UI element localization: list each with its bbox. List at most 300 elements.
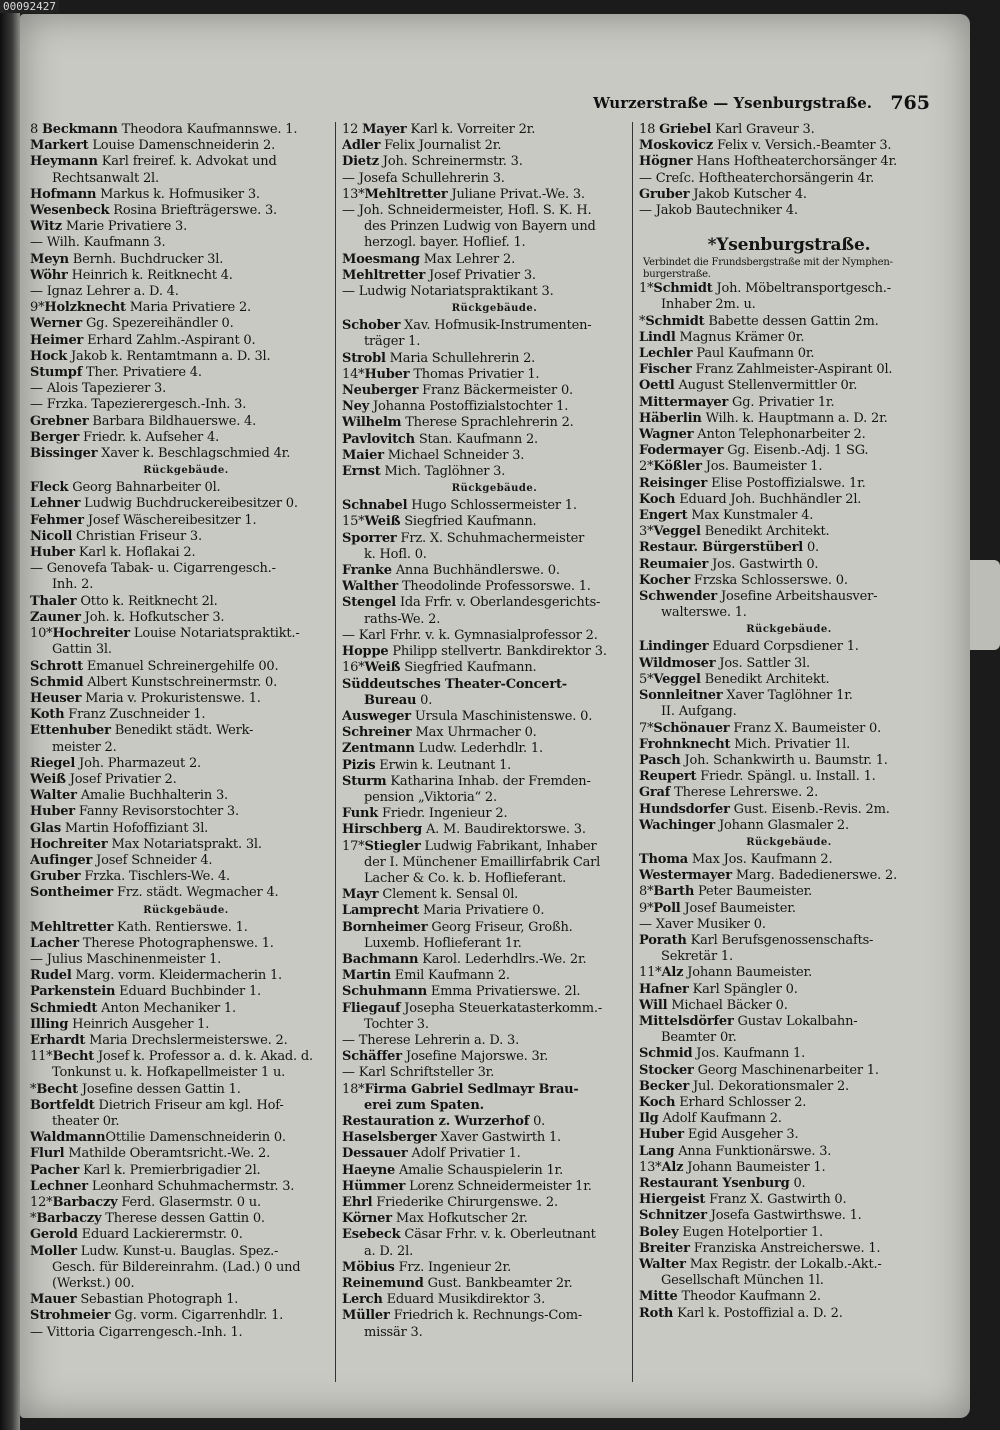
entry-details: — Wilh. Kaufmann 3. [30,235,166,251]
entry-surname: Werner [30,316,83,332]
directory-entry [30,920,342,936]
entry-surname: Fodermayer [639,443,724,459]
directory-entry [342,1325,647,1341]
entry-details: Elise Postoffizialswe. 1r. [707,475,866,491]
entry-surname: Schmidt [645,313,705,329]
entry-details: raths-We. 2. [364,611,441,627]
entry-surname: Funk [342,806,379,822]
entry-details: Gg. Spezereihändler 0. [82,316,234,332]
directory-entry [639,1241,939,1257]
entry-details: Max Uhrmacher 0. [411,725,537,741]
entry-surname: Pizis [342,757,376,773]
street-description [639,257,939,281]
entry-details: Franz X. Baumeister 0. [729,720,882,736]
directory-entry [30,496,342,512]
directory-entry [639,884,939,900]
entry-surname: Bissinger [30,446,98,462]
entry-details: Marg. vorm. Kleidermacherin 1. [71,968,282,984]
directory-entry [342,203,647,219]
house-number: 7* [639,720,654,736]
entry-details: Friederike Chirurgenswe. 2. [372,1195,558,1210]
entry-details: Therese Lehrerswe. 2. [670,785,819,801]
directory-entry [30,430,342,446]
directory-entry [342,138,647,154]
directory-entry [639,704,939,720]
entry-details: Gustav Lokalbahn- [733,1013,858,1029]
entry-surname: Neuberger [342,383,419,399]
directory-entry [342,612,647,628]
directory-entry [30,659,342,675]
directory-entry [30,804,342,820]
entry-surname: Huber [364,366,410,382]
directory-entry [342,1276,647,1292]
entry-details: Josepha Steuerkatasterkomm.- [400,1000,603,1016]
entry-details: Franz Zahlmeister-Aspirant 0l. [691,362,893,378]
directory-entry [639,427,939,443]
entry-details: Joh. Schankwirth u. Baumstr. 1. [680,752,888,768]
directory-entry [342,725,647,741]
entry-surname: Alz [661,965,684,981]
entry-surname: Schäffer [342,1049,402,1065]
entry-details: Rechtsanwalt 2l. [52,170,159,186]
directory-entry [639,203,939,219]
entry-surname: Haeyne [342,1162,396,1178]
directory-entry [639,1257,939,1273]
entry-surname: Mehltretter [30,919,114,935]
entry-surname: Mittelsdörfer [639,1013,734,1029]
entry-details: Mich. Privatier 1l. [730,736,851,752]
directory-entry [342,399,647,415]
directory-entry [342,122,647,138]
directory-entry [639,540,939,556]
directory-entry [30,480,342,496]
directory-entry [342,628,647,644]
directory-entry [639,769,939,785]
entry-details: Inhaber 2m. u. [661,297,756,313]
directory-entry [342,268,647,284]
entry-surname: Bachmann [342,951,419,967]
column-2 [335,122,647,1382]
entry-details: Anna Buchhändlerswe. 0. [391,563,560,579]
directory-entry [30,1098,342,1114]
entry-surname: Hiergeist [639,1192,706,1208]
entry-details: Thomas Privatier 1. [409,366,540,382]
section-heading: Rückgebäude. [143,904,229,916]
directory-entry [30,1130,342,1146]
entry-details: Lacher & Co. k. b. Hoflieferant. [364,870,567,886]
directory-entry [342,855,647,871]
directory-entry [342,383,647,399]
house-number: 16* [342,660,365,676]
directory-entry [30,1146,342,1162]
directory-entry [342,1308,647,1324]
entry-surname: Alz [661,1159,684,1175]
entry-surname: Veggel [653,524,701,540]
entry-surname: Fehmer [30,512,84,528]
entry-surname: Schmid [639,1046,693,1062]
house-number: 14* [342,366,365,382]
entry-surname: Strobl [342,350,386,366]
entry-details: Martin Hofoffiziant 3l. [60,820,209,836]
house-number: 1* [639,281,654,297]
entry-details: Mathilde Oberamtsricht.-We. 2. [64,1146,271,1162]
directory-entry [639,1306,939,1322]
directory-entry [639,949,939,965]
directory-entry [342,1179,647,1195]
column-1 [30,122,342,1341]
directory-entry [342,318,647,334]
entry-details: Mich. Taglöhner 3. [380,464,506,480]
entry-details: Eduard Joh. Buchhändler 2l. [675,491,862,507]
entry-surname: Berger [30,429,80,445]
directory-entry [639,721,939,737]
entry-surname: Walther [342,579,399,595]
entry-surname: Engert [639,508,688,524]
entry-details: Gg. vorm. Cigarrenhdlr. 1. [110,1308,284,1324]
directory-entry [30,1114,342,1130]
entry-details: Gust. Bankbeamter 2r. [423,1276,573,1292]
directory-entry [30,1325,342,1341]
directory-entry [639,1176,939,1192]
entry-details: Jos. Sattler 3l. [715,655,810,671]
directory-entry [30,1033,342,1049]
entry-details: Beamter 0r. [661,1030,737,1046]
entry-details: Eduard Buchbinder 1. [115,984,261,1000]
entry-surname: Häberlin [639,410,702,426]
directory-entry [30,171,342,187]
house-number: 9* [30,300,45,316]
entry-details: Josef Privatier 2. [65,771,177,787]
entry-surname: Reinemund [342,1276,424,1292]
entry-details: — Josefa Schullehrerin 3. [342,170,505,186]
directory-entry [30,642,342,658]
directory-entry [639,933,939,949]
entry-details: (Werkst.) 00. [52,1276,135,1292]
directory-entry [30,300,342,316]
entry-details: Ludw. Kunst-u. Bauglas. Spez.- [76,1243,279,1259]
entry-surname: Markert [30,138,89,154]
directory-entry [342,1065,647,1081]
entry-details: Siegfried Kaufmann. [400,514,537,530]
entry-details: Frz. X. Schuhmachermeister [396,530,585,546]
directory-entry [342,1163,647,1179]
entry-details: Jos. Kaufmann 1. [692,1046,806,1062]
directory-entry [30,675,342,691]
entry-details: Josef Schneider 4. [92,852,213,868]
entry-surname: Gruber [639,186,690,202]
directory-entry [342,235,647,251]
entry-details: Karl k. Hoflakai 2. [74,545,196,561]
entry-surname: Restaur. Bürgerstüberl [639,540,804,556]
entry-details: Gattin 3l. [52,642,112,658]
entry-surname: Moller [30,1243,77,1259]
street-description-line: Verbindet die Frundsbergstraße mit der Nymphen- [643,257,893,269]
entry-details: Anton Mechaniker 1. [97,1000,236,1016]
entry-surname: Hofmann [30,186,97,202]
entry-details: — Karl Frhr. v. k. Gymnasialprofessor 2. [342,627,598,643]
directory-entry [639,154,939,170]
directory-entry [30,513,342,529]
entry-details: Stan. Kaufmann 2. [414,431,538,447]
entry-details: Sekretär 1. [661,949,733,965]
entry-details: Karol. Lederhdlrs.-We. 2r. [418,951,587,967]
entry-details: Dietrich Friseur am kgl. Hof- [94,1097,284,1113]
entry-details: Babette dessen Gattin 2m. [704,313,879,329]
entry-details: Barbara Bildhauerswe. 4. [88,413,257,429]
entry-surname: Schnabel [342,498,408,514]
directory-entry [30,138,342,154]
house-number: 10* [30,626,53,642]
directory-entry [342,644,647,660]
entry-surname: Illing [30,1016,69,1032]
entry-details: Karl k. Vorreiter 2r. [406,122,536,137]
entry-details: theater 0r. [52,1113,120,1129]
directory-entry [30,869,342,885]
entry-surname: Bureau [364,692,417,708]
entry-details: Adolf Kaufmann 2. [658,1111,782,1127]
entry-details: Xaver Gastwirth 1. [436,1130,561,1146]
entry-surname: Witz [30,219,62,235]
entry-surname: Schwender [639,589,718,605]
entry-details: Theodor Kaufmann 2. [677,1289,821,1305]
entry-details: des Prinzen Ludwig von Bayern und [364,219,596,235]
entry-surname: Lacher [30,935,79,951]
entry-surname: Glas [30,820,61,836]
house-number: 13* [639,1159,662,1175]
house-number: 18 [639,122,660,137]
entry-details: Anton Telephonarbeiter 2. [693,427,866,443]
directory-entry [639,868,939,884]
entry-surname: Heymann [30,154,98,170]
entry-details: Christian Friseur 3. [72,528,202,544]
entry-details: Josef Wäschereibesitzer 1. [83,512,257,528]
directory-entry [342,790,647,806]
entry-details: Max Jos. Kaufmann 2. [687,851,833,867]
directory-entry [639,1144,939,1160]
entry-details: Ludwig Fabrikant, Inhaber [420,838,597,854]
directory-entry [342,187,647,203]
entry-surname: Hochreiter [30,836,108,852]
entry-details: Benedikt Architekt. [700,524,830,540]
entry-surname: Koch [639,1094,676,1110]
entry-surname: Boley [639,1224,679,1240]
directory-entry [639,346,939,362]
entry-details: Josefine Arbeitshausver- [717,589,878,605]
entry-details: Xaver Taglöhner 1r. [722,688,853,704]
directory-entry [639,1046,939,1062]
directory-entry [342,984,647,1000]
entry-surname: Hock [30,348,68,364]
directory-entry [30,1195,342,1211]
directory-entry [30,235,342,251]
directory-entry [342,547,647,563]
entry-details: Johanna Postoffizialstochter 1. [369,399,569,415]
directory-entry [342,839,647,855]
entry-details: Franz Zuschneider 1. [64,707,206,723]
directory-entry [342,952,647,968]
entry-surname: Hümmer [342,1178,406,1194]
directory-entry [30,1276,342,1292]
directory-entry [342,660,647,676]
directory-entry [639,1160,939,1176]
entry-surname: Reumaier [639,556,709,572]
entry-surname: Lindinger [639,639,709,655]
entry-surname: Hirschberg [342,822,423,838]
entry-details: Kath. Rentierswe. 1. [113,919,248,935]
directory-entry [342,774,647,790]
entry-surname: Wachinger [639,817,716,833]
entry-details: k. Hofl. 0. [364,546,427,562]
directory-entry [342,741,647,757]
entry-details: Therese Sprachlehrerin 2. [401,415,574,431]
directory-entry [639,1030,939,1046]
entry-surname: Stocker [639,1062,694,1078]
entry-details: Hugo Schlossermeister 1. [407,498,577,514]
entry-details: Friedr. Ingenieur 2. [378,806,508,822]
entry-details: 0. [529,1113,546,1129]
directory-entry [342,579,647,595]
entry-details: der I. Münchener Emaillirfabrik Carl [364,854,601,870]
entry-details: Ottilie Damenschneiderin 0. [105,1130,286,1146]
entry-surname: Wöhr [30,267,68,283]
entry-surname: Mehltretter [342,267,426,283]
directory-entry [342,887,647,903]
directory-entry [342,334,647,350]
entry-details: Josefa Gastwirthswe. 1. [706,1208,862,1224]
entry-details: Erhard Schlosser 2. [675,1094,807,1110]
header-street-range: Wurzerstraße — Ysenburgstraße. [593,94,872,112]
entry-details: Eugen Hotelportier 1. [678,1224,823,1240]
entry-surname: Gerold [30,1227,78,1243]
directory-entry [30,1049,342,1065]
directory-entry [30,219,342,235]
directory-entry [639,476,939,492]
entry-details: Ludw. Lederhdlr. 1. [414,741,543,757]
entry-surname: Schmiedt [30,1000,98,1016]
entry-surname: Hundsdorfer [639,801,730,817]
entry-surname: Nicoll [30,528,73,544]
entry-surname: Möbius [342,1259,395,1275]
entry-surname: Sontheimer [30,885,114,901]
entry-surname: Wilhelm [342,415,402,431]
entry-surname: Schober [342,318,401,334]
entry-details: Felix v. Versich.-Beamter 3. [713,138,892,154]
entry-details: Max Hofkutscher 2r. [391,1211,528,1227]
house-number: * [30,1211,37,1227]
directory-entry [639,1063,939,1079]
entry-details: Max Lehrer 2. [419,251,515,267]
directory-entry [342,415,647,431]
house-number: * [639,313,646,329]
entry-details: Joh. Möbeltransportgesch.- [712,281,891,297]
directory-entry [639,362,939,378]
entry-surname: Esebeck [342,1227,401,1243]
house-number: 13* [342,186,365,202]
entry-surname: Veggel [653,671,701,687]
house-number: 11* [639,965,662,981]
entry-surname: Sturm [342,773,387,789]
directory-entry [30,545,342,561]
entry-details: Frzska Schlosserswe. 0. [689,572,848,588]
directory-entry [342,252,647,268]
directory-entry [342,936,647,952]
directory-entry [30,349,342,365]
entry-surname: Mayr [342,887,379,903]
entry-details: Luxemb. Hoflieferant 1r. [364,935,522,951]
entry-details: a. D. 2l. [364,1243,414,1259]
entry-surname: Maier [342,447,384,463]
entry-surname: Franke [342,563,392,579]
directory-entry [639,1225,939,1241]
entry-details: Friedr. Spängl. u. Install. 1. [696,769,876,785]
entry-details: Otto k. Reitknecht 2l. [76,593,218,609]
directory-entry [342,1082,647,1098]
entry-details: Josefine Majorswe. 3r. [401,1049,549,1065]
entry-details: — Creſc. Hoftheaterchorsängerin 4r. [639,170,875,186]
directory-entry [30,788,342,804]
entry-surname: Fischer [639,362,692,378]
entry-surname: Koth [30,707,65,723]
directory-entry [342,709,647,725]
entry-surname: Heimer [30,332,84,348]
directory-entry [342,1098,647,1114]
entry-surname: Strohmeier [30,1308,111,1324]
directory-entry [30,756,342,772]
entry-surname: Stumpf [30,365,83,381]
directory-entry [30,626,342,642]
entry-details: Eduard Corpsdiener 1. [708,639,859,655]
entry-surname: Becht [52,1049,95,1065]
entry-details: Inh. 2. [52,577,94,593]
street-description-line: burgerstraße. [643,269,711,281]
entry-surname: Weiß [364,514,401,530]
entry-details: Georg Bahnarbeiter 0l. [68,480,221,496]
entry-details: Lorenz Schneidermeister 1r. [405,1178,592,1194]
directory-entry [639,656,939,672]
directory-entry [639,688,939,704]
directory-entry [342,693,647,709]
entry-details: Karl k. Premierbrigadier 2l. [79,1162,261,1178]
entry-surname: Mitte [639,1289,678,1305]
entry-surname: Koch [639,491,676,507]
entry-surname: Lindl [639,329,676,345]
entry-details: Jos. Baumeister 1. [701,459,823,475]
section-heading: Rückgebäude. [143,465,229,477]
entry-surname: Lehner [30,496,81,512]
entry-details: Peter Baumeister. [694,884,813,900]
entry-details: Ludwig Buchdruckereibesitzer 0. [80,496,298,512]
entry-details: — Frzka. Tapezierergesch.-Inh. 3. [30,397,247,413]
entry-details: Marg. Badedienerswe. 2. [731,868,898,884]
house-number: 17* [342,838,365,854]
entry-surname: Müller [342,1308,390,1324]
entry-details: Maria v. Prokuristenswe. 1. [81,690,261,706]
directory-entry [30,821,342,837]
entry-details: Eduard Lackierermstr. 0. [77,1227,243,1243]
directory-entry [639,1111,939,1127]
entry-details: — Ludwig Notariatspraktikant 3. [342,284,554,300]
entry-surname: Rudel [30,968,72,984]
entry-surname: Sonnleitner [639,688,723,704]
directory-entry [342,822,647,838]
entry-details: 0. [803,540,819,556]
entry-details: Josefine dessen Gattin 1. [77,1081,241,1097]
directory-entry [639,917,939,933]
entry-details: Maria Drechslermeisterswe. 2. [85,1032,288,1048]
directory-entry [30,1179,342,1195]
entry-surname: Parkenstein [30,984,116,1000]
directory-entry [639,818,939,834]
